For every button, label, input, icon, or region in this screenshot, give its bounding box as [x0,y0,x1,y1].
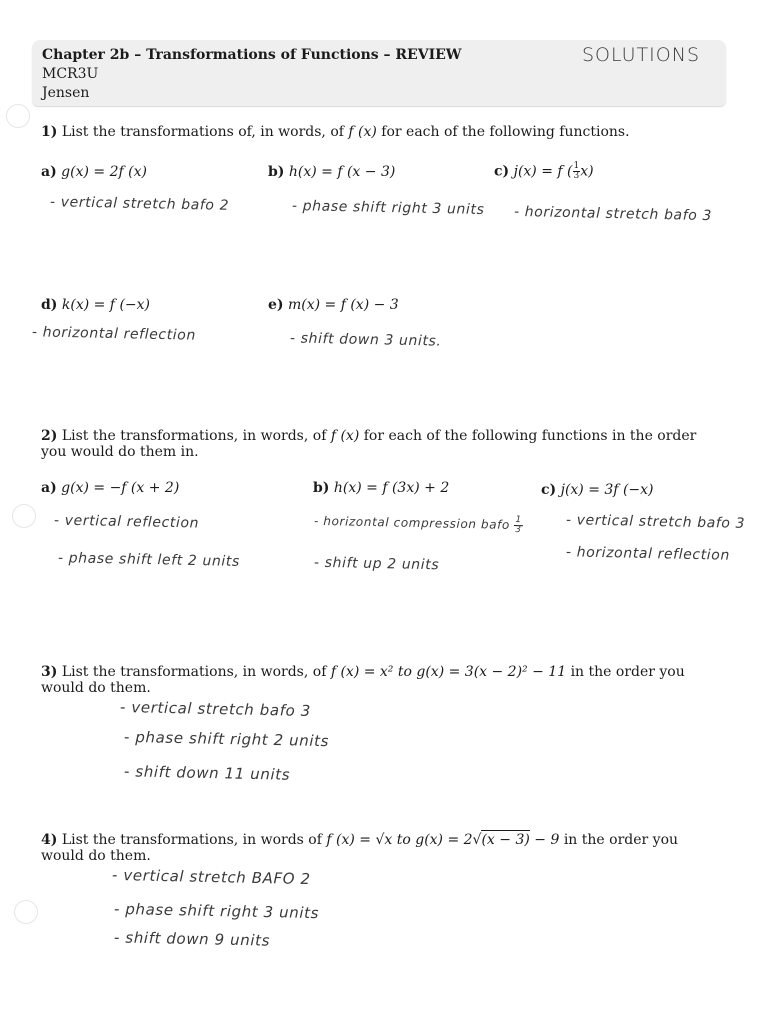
q1-a-answer: - vertical stretch bafo 2 [49,194,230,214]
q2-c-answer-2: - horizontal reflection [565,544,731,564]
q2-a-answer-1: - vertical reflection [53,512,200,532]
q2-part-a: a) g(x) = −f (x + 2) [41,480,180,496]
q4-answer-1: - vertical stretch BAFO 2 [111,865,311,889]
question-1-prompt: 1) List the transformations of, in words, of f (x) for each of the following functions. [41,124,630,140]
q2-b-answer-2: - shift up 2 units [313,554,440,574]
q3-answer-2: - phase shift right 2 units [123,727,330,751]
author-name: Jensen [42,85,90,101]
q3-answer-3: - shift down 11 units [123,762,291,784]
punch-hole [14,900,38,924]
q1-part-b: b) h(x) = f (x − 3) [268,164,396,180]
course-code: MCR3U [42,66,99,82]
worksheet-title: Chapter 2b – Transformations of Functions – REVIEW [42,47,462,63]
question-4-prompt: 4) List the transformations, in words of f (x) = √x to g(x) = 2√(x − 3) − 9 in the order you would do them. [41,832,679,864]
question-3-prompt: 3) List the transformations, in words, of f (x) = x² to g(x) = 3(x − 2)² − 11 in the order you would do them. [41,664,685,696]
solutions-stamp: SOLUTIONS [582,44,700,66]
q1-part-a: a) g(x) = 2f (x) [41,164,147,180]
q2-part-b: b) h(x) = f (3x) + 2 [313,480,450,496]
q4-answer-3: - shift down 9 units [113,928,271,950]
q4-answer-2: - phase shift right 3 units [113,899,320,923]
q1-part-e: e) m(x) = f (x) − 3 [268,297,399,313]
q2-b-answer-1: - horizontal compression bafo $\frac{1}{3}$ [313,513,522,536]
q1-c-answer: - horizontal stretch bafo 3 [513,203,713,225]
q2-c-answer-1: - vertical stretch bafo 3 [565,512,746,532]
punch-hole [6,104,30,128]
q1-part-c: c) j(x) = f ( $\frac{1}{3}$ x) [494,161,594,181]
q1-part-d: d) k(x) = f (−x) [41,297,150,313]
q1-e-answer: - shift down 3 units. [289,330,442,350]
q2-a-answer-2: - phase shift left 2 units [57,550,241,570]
q3-answer-1: - vertical stretch bafo 3 [119,698,312,720]
question-2-prompt: 2) List the transformations, in words, of f (x) for each of the following functions in the order you would do them in. [41,428,697,460]
q1-d-answer: - horizontal reflection [31,324,197,344]
fraction-one-third: $\frac{1}{3}$ [573,161,580,181]
fraction-one-third: $\frac{1}{3}$ [515,515,522,536]
q1-b-answer: - phase shift right 3 units [291,197,485,219]
punch-hole [12,504,36,528]
q2-part-c: c) j(x) = 3f (−x) [541,482,654,498]
